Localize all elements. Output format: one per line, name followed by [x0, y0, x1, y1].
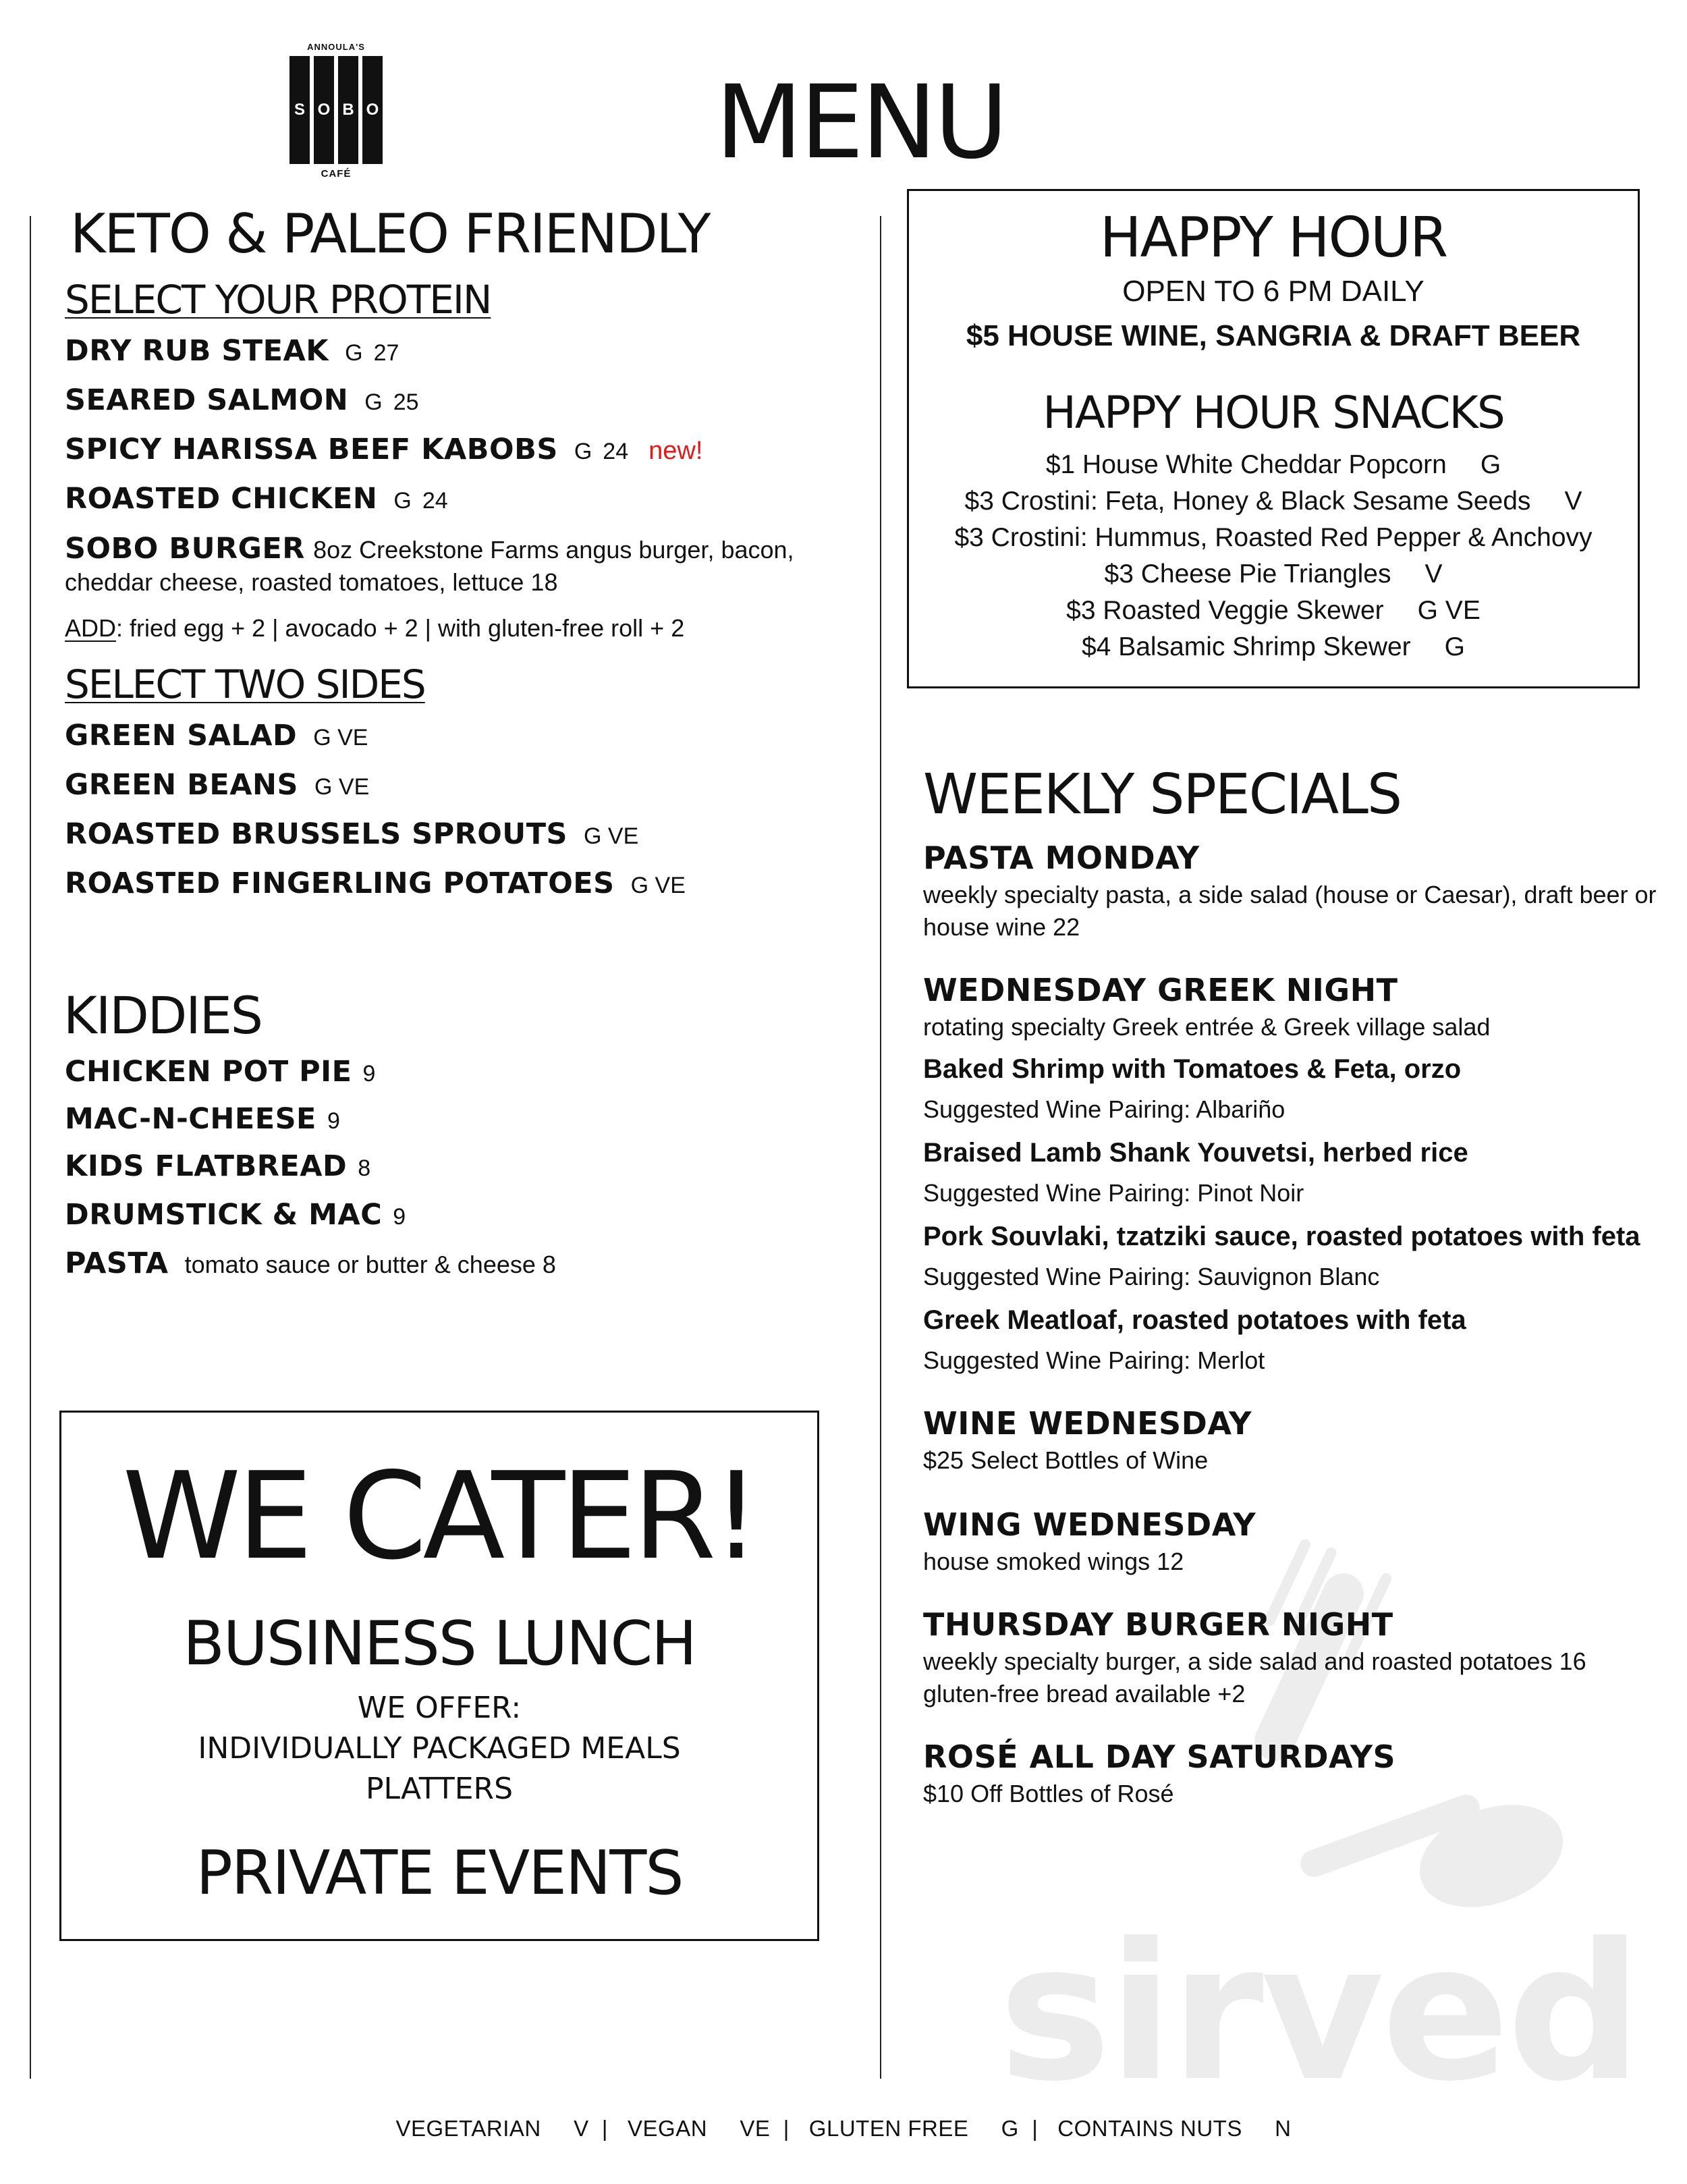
diet-tag: G: [1480, 450, 1501, 479]
protein-name: SPICY HARISSA BEEF KABOBS: [65, 433, 558, 466]
sides-heading: SELECT TWO SIDES: [65, 661, 425, 707]
price: 9: [327, 1108, 340, 1134]
wine-pairing: Suggested Wine Pairing: Albariño: [923, 1095, 1285, 1123]
protein-item: [65, 333, 399, 369]
price: 24: [422, 488, 448, 514]
kids-item: [65, 1246, 556, 1282]
side-name: ROASTED BRUSSELS SPROUTS: [65, 817, 568, 851]
logo: [282, 42, 390, 180]
add-label: ADD: [65, 614, 117, 642]
keto-heading: KETO & PALEO FRIENDLY: [70, 202, 710, 265]
special-desc: house wine 22: [923, 913, 1080, 941]
price: 9: [362, 1061, 376, 1087]
snack-item: [909, 632, 1638, 662]
diet-tag: G VE: [630, 873, 686, 898]
protein-heading: SELECT YOUR PROTEIN: [65, 277, 491, 323]
page-title: MENU: [715, 64, 1006, 182]
center-divider-line: [880, 216, 881, 2079]
snack-item: [909, 487, 1638, 516]
special-title: ROSÉ ALL DAY SATURDAYS: [923, 1739, 1396, 1775]
special-desc: house smoked wings 12: [923, 1548, 1184, 1575]
logo-letter: S: [289, 56, 310, 164]
special-title: PASTA MONDAY: [923, 840, 1200, 876]
price: 8: [358, 1155, 371, 1181]
logo-letter: O: [362, 56, 383, 164]
side-item: [65, 767, 369, 803]
add-text: : fried egg + 2 | avocado + 2 | with gluten-free roll + 2: [116, 614, 685, 642]
side-name: GREEN SALAD: [65, 719, 298, 753]
logo-brand-bottom: CAFÉ: [321, 168, 352, 180]
kids-name: KIDS FLATBREAD: [65, 1149, 348, 1183]
diet-tag: G: [393, 488, 412, 514]
greek-dish: Baked Shrimp with Tomatoes & Feta, orzo: [923, 1054, 1462, 1084]
kiddies-heading: KIDDIES: [63, 985, 262, 1045]
snack-text: $3 Crostini: Feta, Honey & Black Sesame Seeds: [964, 487, 1531, 516]
wine-pairing: Suggested Wine Pairing: Sauvignon Blanc: [923, 1263, 1380, 1290]
diet-tag: G: [364, 389, 383, 415]
diet-legend: VEGETARIAN V | VEGAN VE | GLUTEN FREE G | CONTAINS NUTS N: [395, 2116, 1292, 2141]
add-ons: [65, 614, 684, 643]
happy-hour-deal: $5 HOUSE WINE, SANGRIA & DRAFT BEER: [966, 319, 1581, 352]
side-item: [65, 817, 638, 852]
burger-desc: 8oz Creekstone Farms angus burger, bacon,: [313, 536, 794, 564]
packaged-meals: INDIVIDUALLY PACKAGED MEALS: [198, 1731, 681, 1766]
price: 27: [373, 340, 399, 366]
private-events: PRIVATE EVENTS: [196, 1838, 683, 1909]
side-name: ROASTED FINGERLING POTATOES: [65, 867, 615, 900]
diet-tag: G: [574, 439, 592, 464]
special-desc: gluten-free bread available +2: [923, 1680, 1246, 1708]
new-badge: new!: [648, 437, 703, 465]
special-title: WEDNESDAY GREEK NIGHT: [923, 972, 1398, 1008]
special-desc: $25 Select Bottles of Wine: [923, 1446, 1209, 1474]
diet-tag: V: [1425, 559, 1443, 589]
snack-item: [909, 596, 1638, 626]
left-margin-line: [30, 216, 31, 2079]
diet-tag: G: [1444, 632, 1465, 661]
snack-item: [909, 450, 1638, 480]
catering-box: [59, 1411, 819, 1941]
snack-item: [909, 559, 1638, 589]
kids-desc: tomato sauce or butter & cheese 8: [184, 1251, 556, 1278]
diet-tag: G VE: [313, 725, 368, 750]
kids-name: DRUMSTICK & MAC: [65, 1198, 383, 1232]
kids-name: PASTA: [65, 1247, 169, 1280]
diet-tag: G: [345, 340, 363, 366]
protein-item: [65, 432, 702, 468]
protein-item: [65, 383, 419, 418]
burger-desc: cheddar cheese, roasted tomatoes, lettuce 18: [65, 568, 558, 596]
platters: PLATTERS: [365, 1772, 514, 1806]
happy-hour-box: [907, 189, 1640, 688]
special-desc: $10 Off Bottles of Rosé: [923, 1780, 1174, 1807]
side-item: [65, 718, 368, 754]
diet-tag: V: [1564, 487, 1582, 516]
diet-tag: G VE: [314, 774, 370, 800]
wine-pairing: Suggested Wine Pairing: Merlot: [923, 1346, 1265, 1374]
protein-name: ROASTED CHICKEN: [65, 482, 378, 516]
wine-pairing: Suggested Wine Pairing: Pinot Noir: [923, 1179, 1304, 1207]
special-title: WINE WEDNESDAY: [923, 1405, 1252, 1442]
business-lunch: BUSINESS LUNCH: [183, 1608, 696, 1679]
cater-heading: WE CATER!: [122, 1446, 756, 1586]
protein-name: SEARED SALMON: [65, 383, 349, 417]
logo-letter: B: [338, 56, 358, 164]
price: 24: [603, 439, 629, 464]
happy-hour-hours: OPEN TO 6 PM DAILY: [1122, 275, 1425, 308]
side-name: GREEN BEANS: [65, 768, 298, 802]
snack-text: $3 Crostini: Hummus, Roasted Red Pepper & Anchovy: [954, 523, 1593, 552]
greek-dish: Braised Lamb Shank Youvetsi, herbed rice: [923, 1138, 1468, 1168]
logo-letter: O: [314, 56, 334, 164]
happy-hour-heading: HAPPY HOUR: [1099, 206, 1447, 270]
price: 9: [393, 1204, 406, 1230]
sirved-watermark: sirved: [999, 1903, 1640, 2123]
special-title: THURSDAY BURGER NIGHT: [923, 1606, 1393, 1643]
special-title: WING WEDNESDAY: [923, 1506, 1256, 1543]
protein-name: DRY RUB STEAK: [65, 334, 329, 368]
we-offer: WE OFFER:: [357, 1691, 522, 1725]
weekly-heading: WEEKLY SPECIALS: [923, 763, 1401, 827]
snack-item: [909, 523, 1638, 553]
diet-tag: G VE: [584, 823, 639, 849]
special-desc: weekly specialty burger, a side salad and roasted potatoes 16: [923, 1647, 1586, 1675]
greek-dish: Pork Souvlaki, tzatziki sauce, roasted potatoes with feta: [923, 1222, 1640, 1251]
kids-item: [65, 1054, 375, 1090]
kids-item: [65, 1197, 406, 1233]
special-desc: weekly specialty pasta, a side salad (house or Caesar), draft beer or: [923, 881, 1657, 908]
special-desc: rotating specialty Greek entrée & Greek village salad: [923, 1013, 1491, 1041]
kids-name: CHICKEN POT PIE: [65, 1055, 352, 1089]
protein-item: [65, 481, 448, 517]
burger-item: [65, 531, 794, 567]
logo-brand-top: ANNOULA'S: [307, 42, 365, 52]
side-item: [65, 866, 686, 902]
burger-name: SOBO BURGER: [65, 532, 305, 566]
diet-tag: G VE: [1417, 596, 1481, 625]
price: 25: [393, 389, 419, 415]
kids-item: [65, 1101, 340, 1137]
snacks-heading: HAPPY HOUR SNACKS: [1043, 387, 1504, 439]
greek-dish: Greek Meatloaf, roasted potatoes with feta: [923, 1305, 1466, 1335]
snack-text: $4 Balsamic Shrimp Skewer: [1081, 632, 1411, 661]
snack-text: $3 Roasted Veggie Skewer: [1066, 596, 1384, 625]
kids-name: MAC-N-CHEESE: [65, 1102, 316, 1136]
kids-item: [65, 1149, 370, 1184]
snack-text: $3 Cheese Pie Triangles: [1104, 559, 1391, 589]
snack-text: $1 House White Cheddar Popcorn: [1045, 450, 1447, 479]
